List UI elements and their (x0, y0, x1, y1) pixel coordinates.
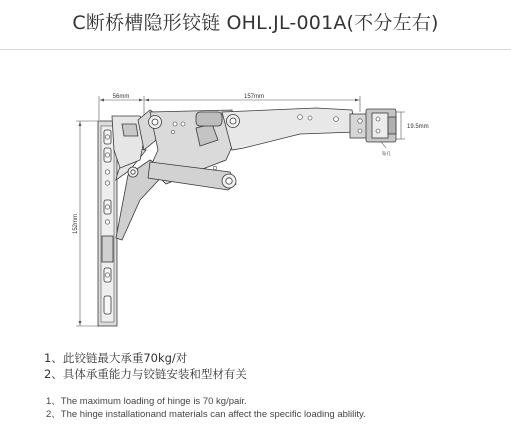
notes-english (46, 396, 366, 421)
drill-hole-callout: 钻孔 (382, 151, 391, 156)
dim-152mm-label: 152mm (73, 213, 79, 235)
page-title: C断桥槽隐形铰链 OHL.JL-001A(不分左右) (72, 12, 439, 34)
note-cn-2: 2、具体承重能力与铰链安装和型材有关 (44, 367, 247, 381)
title-divider (0, 49, 511, 50)
note-en-1: 1、The maximum loading of hinge is 70 kg/pair. (46, 396, 247, 407)
dim-56mm-label: 56mm (112, 94, 130, 100)
dim-157mm-label: 157mm (243, 94, 265, 100)
note-cn-1: 1、此铰链最大承重70kg/对 (44, 351, 188, 365)
right-end-connector (350, 109, 396, 142)
dim-19-5mm-label: 19.5mm (407, 124, 429, 130)
hinge-technical-drawing (0, 52, 511, 342)
notes-chinese (44, 350, 247, 382)
note-en-2: 2、The hinge installationand materials can affect the specific loading ablility. (46, 408, 366, 420)
